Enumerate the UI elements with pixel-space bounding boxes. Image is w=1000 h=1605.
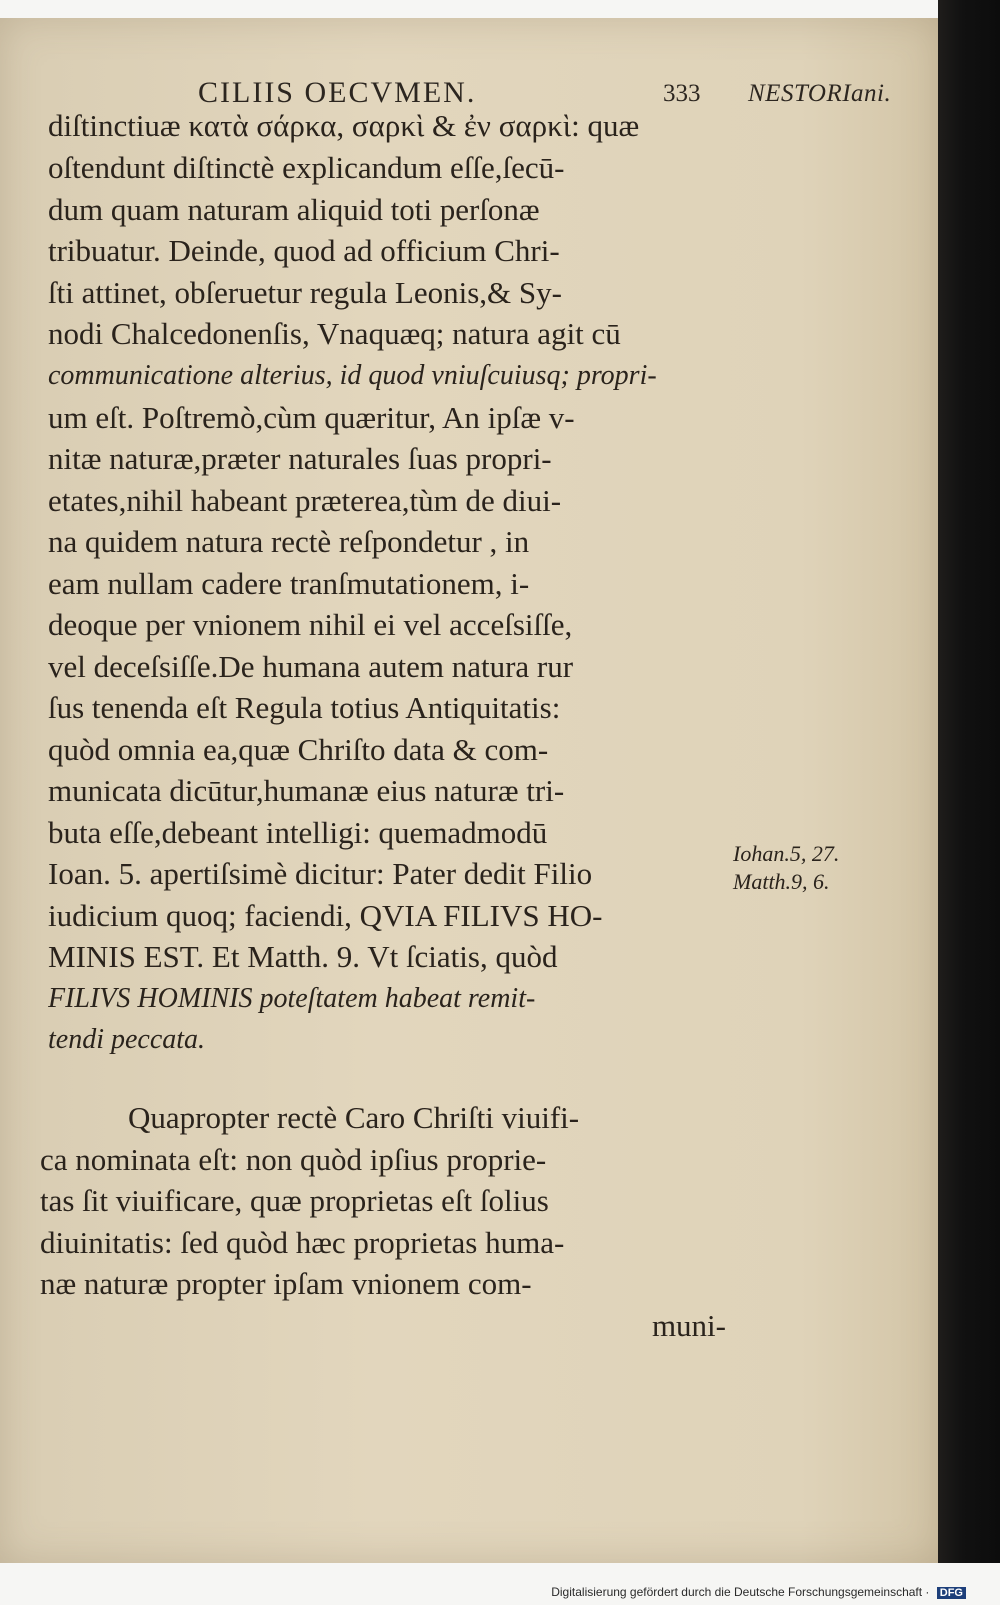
text-line: ſti attinet, obſeruetur regula Leonis,& Sy-	[48, 275, 562, 310]
book-edge	[938, 0, 1000, 1605]
text-line: eam nullam cadere tranſmutationem, i-	[48, 566, 530, 601]
main-text	[0, 18, 942, 1563]
text-line: diuinitatis: ſed quòd hæc proprietas huma-	[40, 1225, 565, 1260]
text-line: communicatione alterius, id quod vniuſcuiusq; propri-	[48, 360, 657, 391]
text-line: tas ſit viuificare, quæ proprietas eſt ſolius	[40, 1183, 549, 1218]
running-title: CILIIS OECVMEN.	[198, 76, 477, 109]
text-line: nitæ naturæ,præter naturales ſuas propri-	[48, 441, 552, 476]
footer-text: Digitalisierung gefördert durch die Deutsche Forschungsgemeinschaft ·	[551, 1585, 930, 1599]
text-line: ca nominata eſt: non quòd ipſius proprie-	[40, 1142, 547, 1177]
text-line: municata dicūtur,humanæ eius naturæ tri-	[48, 773, 565, 808]
margin-note: Iohan.5, 27.	[733, 841, 840, 866]
text-line: tribuatur. Deinde, quod ad officium Chri-	[48, 233, 560, 268]
text-line: Quapropter rectè Caro Chriſti viuifi-	[128, 1100, 580, 1135]
text-line: iudicium quoq; faciendi, QVIA FILIVS HO-	[48, 898, 603, 933]
text-line: tendi peccata.	[48, 1024, 206, 1055]
text-line: buta eſſe,debeant intelligi: quemadmodū	[48, 815, 548, 850]
text-line: ſus tenenda eſt Regula totius Antiquitatis:	[48, 690, 561, 725]
text-line: quòd omnia ea,quæ Chriſto data & com-	[48, 732, 549, 767]
text-line: na quidem natura rectè reſpondetur , in	[48, 524, 530, 559]
text-line: oſtendunt diſtinctè explicandum eſſe,ſecū-	[48, 150, 565, 185]
text-line: diſtinctiuæ κατὰ σάρκα, σαρκὶ & ἐν σαρκὶ: quæ	[48, 108, 640, 143]
text-line: etates,nihil habeant præterea,tùm de diui-	[48, 483, 562, 518]
margin-note: Matth.9, 6.	[733, 869, 830, 894]
footer-credit	[551, 1585, 966, 1599]
dfg-logo: DFG	[937, 1587, 966, 1599]
text-line: MINIS EST. Et Matth. 9. Vt ſciatis, quòd	[48, 939, 558, 974]
text-line: Ioan. 5. apertiſsimè dicitur: Pater dedit Filio	[48, 856, 593, 891]
text-line: dum quam naturam aliquid toti perſonæ	[48, 192, 540, 227]
text-line: um eſt. Poſtremò,cùm quæritur, An ipſæ v-	[48, 400, 575, 435]
side-title: NESTORIani.	[748, 80, 892, 107]
text-line: nodi Chalcedonenſis, Vnaquæq; natura agit cū	[48, 316, 621, 351]
text-line: vel deceſsiſſe.De humana autem natura rur	[48, 649, 574, 684]
page-number: 333	[663, 80, 701, 107]
book-page	[0, 18, 946, 1563]
text-line: næ naturæ propter ipſam vnionem com-	[40, 1266, 532, 1301]
text-line: FILIVS HOMINIS poteſtatem habeat remit-	[48, 983, 536, 1014]
text-line: deoque per vnionem nihil ei vel acceſsiſſe,	[48, 607, 573, 642]
footer-bar	[0, 1563, 1000, 1605]
catchword: muni-	[651, 1308, 726, 1343]
